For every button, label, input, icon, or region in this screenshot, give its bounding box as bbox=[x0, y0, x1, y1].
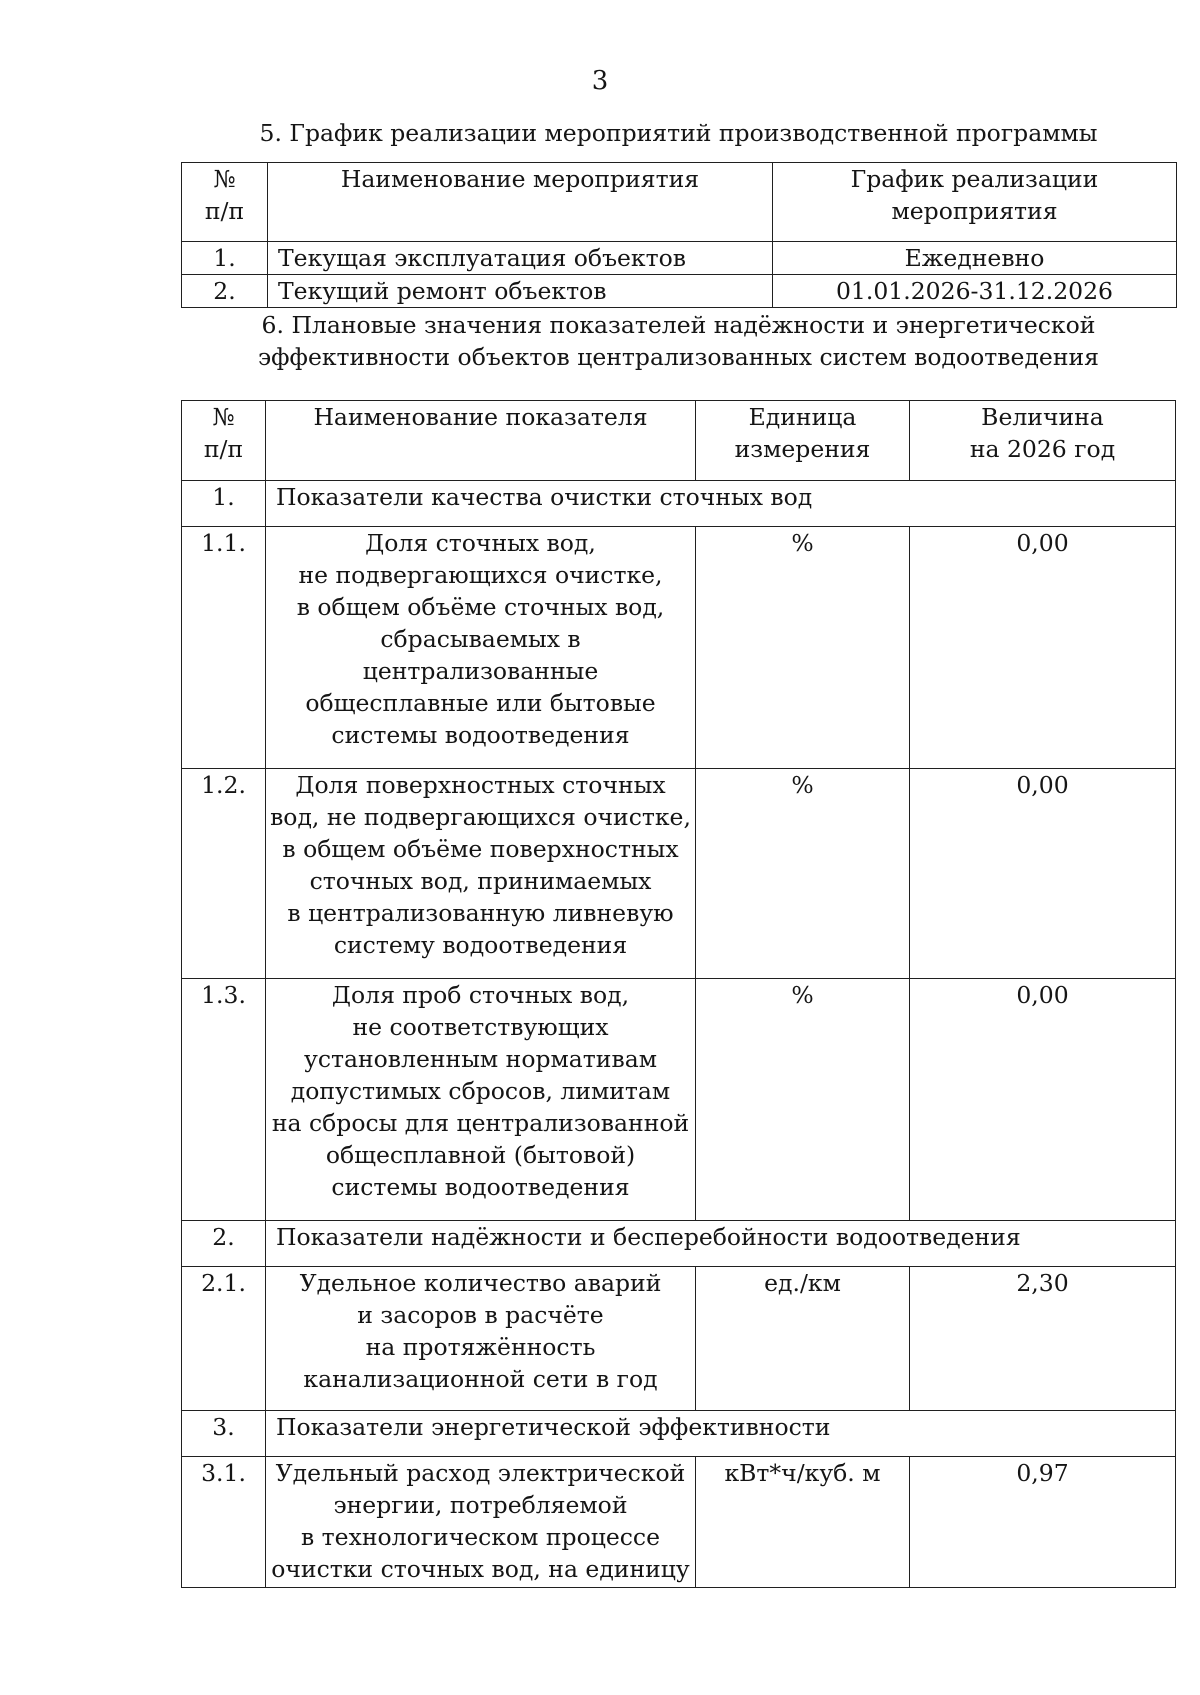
section6-title-line2: эффективности объектов централизованных систем водоотведения bbox=[258, 343, 1099, 371]
row-value: 0,00 bbox=[910, 527, 1176, 769]
table-row bbox=[182, 769, 1176, 979]
row-indicator-name: Доля проб сточных вод, не соответствующих установленным нормативам допустимых сбросов, лимитам на сбросы для централизованной общесплавной (бытовой) системы водоотведения bbox=[266, 979, 696, 1221]
section6-title-line1: 6. Плановые значения показателей надёжности и энергетической bbox=[261, 311, 1096, 339]
row-value: 2,30 bbox=[910, 1267, 1176, 1411]
header-schedule: График реализации мероприятия bbox=[773, 163, 1177, 242]
row-indicator-name: Удельное количество аварий и засоров в расчёте на протяжённость канализационной сети в год bbox=[266, 1267, 696, 1411]
row-event-name: Текущая эксплуатация объектов bbox=[268, 242, 773, 275]
row-unit: % bbox=[696, 979, 910, 1221]
schedule-table bbox=[181, 162, 1177, 308]
row-num: 1. bbox=[182, 242, 268, 275]
group-row bbox=[182, 1221, 1176, 1267]
row-value: 0,97 bbox=[910, 1457, 1176, 1588]
group-num: 2. bbox=[182, 1221, 266, 1267]
row-num: 2.1. bbox=[182, 1267, 266, 1411]
row-num: 2. bbox=[182, 275, 268, 308]
table-header-row bbox=[182, 401, 1176, 481]
section5-title: 5. График реализации мероприятий производственной программы bbox=[259, 119, 1098, 147]
table-row bbox=[182, 275, 1177, 308]
header-event-name: Наименование мероприятия bbox=[268, 163, 773, 242]
row-unit: % bbox=[696, 769, 910, 979]
group-title: Показатели энергетической эффективности bbox=[266, 1411, 1176, 1457]
header-value: Величина на 2026 год bbox=[910, 401, 1176, 481]
group-row bbox=[182, 1411, 1176, 1457]
row-num: 1.3. bbox=[182, 979, 266, 1221]
row-schedule: 01.01.2026-31.12.2026 bbox=[773, 275, 1177, 308]
group-title: Показатели надёжности и бесперебойности водоотведения bbox=[266, 1221, 1176, 1267]
group-num: 3. bbox=[182, 1411, 266, 1457]
row-indicator-name: Удельный расход электрической энергии, потребляемой в технологическом процессе очистки сточных вод, на единицу bbox=[266, 1457, 696, 1588]
indicators-table bbox=[181, 400, 1176, 1588]
table-row bbox=[182, 1267, 1176, 1411]
row-indicator-name: Доля поверхностных сточных вод, не подвергающихся очистке, в общем объёме поверхностных сточных вод, принимаемых в централизованную ливневую систему водоотведения bbox=[266, 769, 696, 979]
table-row bbox=[182, 527, 1176, 769]
table-row bbox=[182, 242, 1177, 275]
group-title: Показатели качества очистки сточных вод bbox=[266, 481, 1176, 527]
row-value: 0,00 bbox=[910, 769, 1176, 979]
row-indicator-name: Доля сточных вод, не подвергающихся очистке, в общем объёме сточных вод, сбрасываемых в централизованные общесплавные или бытовые системы водоотведения bbox=[266, 527, 696, 769]
table-header-row bbox=[182, 163, 1177, 242]
table-row bbox=[182, 979, 1176, 1221]
header-indicator-name: Наименование показателя bbox=[266, 401, 696, 481]
group-row bbox=[182, 481, 1176, 527]
row-schedule: Ежедневно bbox=[773, 242, 1177, 275]
row-num: 1.1. bbox=[182, 527, 266, 769]
row-unit: кВт*ч/куб. м bbox=[696, 1457, 910, 1588]
header-num: № п/п bbox=[182, 401, 266, 481]
table-row bbox=[182, 1457, 1176, 1588]
row-event-name: Текущий ремонт объектов bbox=[268, 275, 773, 308]
row-num: 3.1. bbox=[182, 1457, 266, 1588]
header-unit: Единица измерения bbox=[696, 401, 910, 481]
row-unit: ед./км bbox=[696, 1267, 910, 1411]
row-unit: % bbox=[696, 527, 910, 769]
header-num: № п/п bbox=[182, 163, 268, 242]
page-number: 3 bbox=[591, 66, 609, 96]
row-num: 1.2. bbox=[182, 769, 266, 979]
group-num: 1. bbox=[182, 481, 266, 527]
row-value: 0,00 bbox=[910, 979, 1176, 1221]
